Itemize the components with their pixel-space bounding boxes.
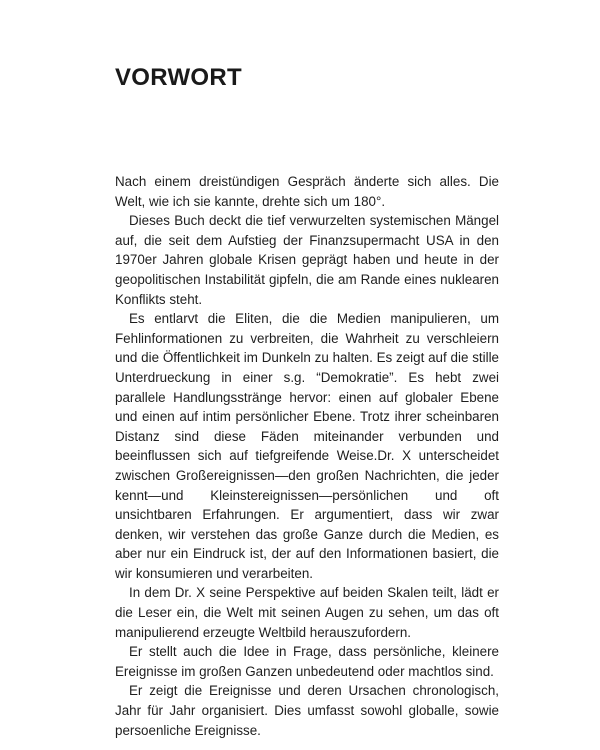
paragraph: Dieses Buch deckt die tief verwurzelten systemischen Mängel auf, die seit dem Aufstieg der Finanzsupermacht USA in den 1970er Jahren globale Krisen geprägt haben und heute in der geopolitischen Instabilität gipfeln, die am Rande eines nuklearen Konflikts steht. (115, 213, 499, 307)
body-text (115, 172, 499, 740)
paragraph: Er stellt auch die Idee in Frage, dass persönliche, kleinere Ereignisse im großen Ganzen unbedeutend oder machtlos sind. (115, 644, 499, 679)
paragraph: In dem Dr. X seine Perspektive auf beiden Skalen teilt, lädt er die Leser ein, die Welt mit seinen Augen zu sehen, um das oft manipulierend erzeugte Weltbild herauszufordern. (115, 585, 499, 640)
paragraph: Nach einem dreistündigen Gespräch änderte sich alles. Die Welt, wie ich sie kannte, drehte sich um 180°. (115, 174, 499, 209)
chapter-heading: VORWORT (115, 64, 242, 91)
paragraph: Er zeigt die Ereignisse und deren Ursachen chronologisch, Jahr für Jahr organisiert. Dies umfasst sowohl globalle, sowie persoenliche Ereignisse. (115, 683, 499, 738)
paragraph: Es entlarvt die Eliten, die die Medien manipulieren, um Fehlinformationen zu verbreiten, die Wahrheit zu verschleiern und die Öffentlichkeit im Dunkeln zu halten. Es zeigt auf die stille Unterdrueckung in einer s.g. “Demokratie”. Es hebt zwei parallele Handlungsstränge hervor: einen auf globaler Ebene und einen auf intim persönlicher Ebene. Trotz ihrer scheinbaren Distanz sind diese Fäden miteinander verbunden und beeinflussen sich auf tiefgreifende Weise.Dr. X unterscheidet zwischen Großereignissen—den großen Nachrichten, die jeder kennt—und Kleinstereignissen—persönlichen und oft unsichtbaren Erfahrungen. Er argumentiert, dass wir zwar denken, wir verstehen das große Ganze durch die Medien, es aber nur ein Eindruck ist, der auf den Informationen basiert, die wir konsumieren und verarbeiten. (115, 311, 499, 581)
